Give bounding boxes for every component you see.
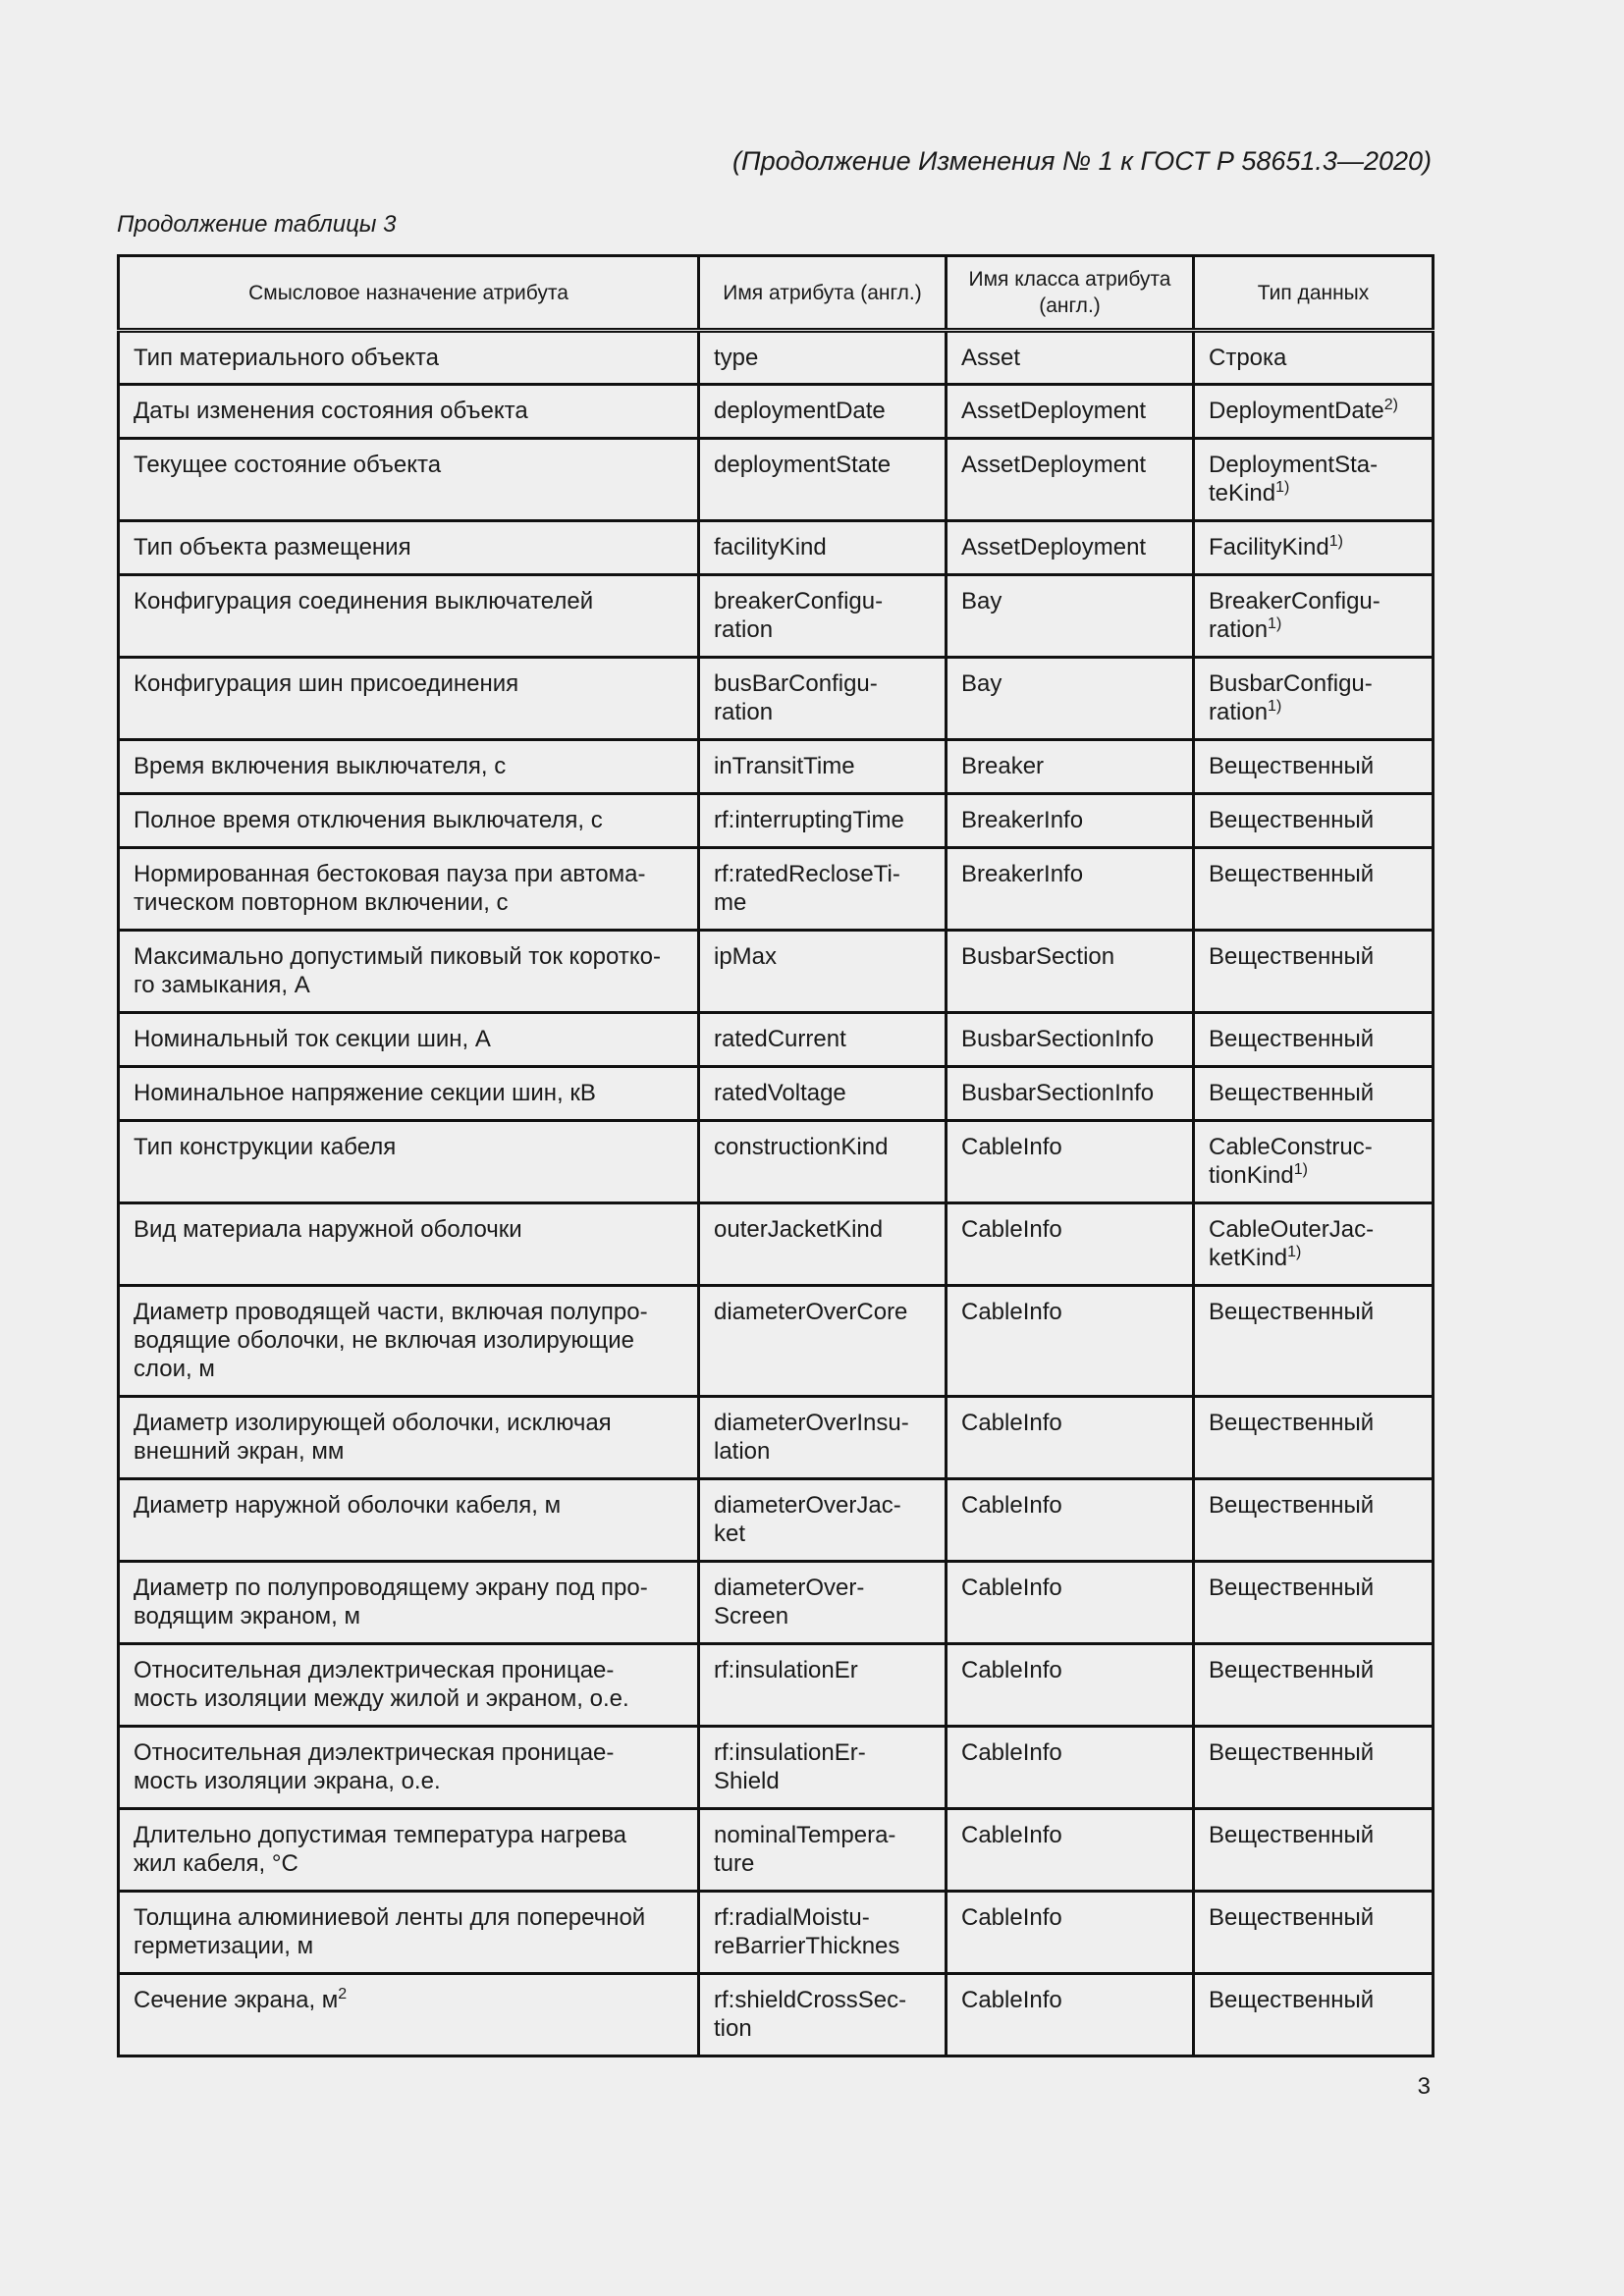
cell-data-type-text: Вещественный	[1209, 1657, 1375, 1683]
cell-attribute-name	[699, 931, 947, 1013]
cell-purpose-text: Номинальный ток секции шин, А	[134, 1026, 491, 1052]
cell-attribute-name-text: constructionKind	[714, 1134, 889, 1160]
cell-data-type	[1194, 658, 1434, 740]
cell-purpose-text: Тип конструкции кабеля	[134, 1134, 397, 1160]
cell-attribute-name-text: ket	[714, 1521, 746, 1547]
cell-class-name-text: CableInfo	[961, 1739, 1062, 1766]
cell-data-type-text: Вещественный	[1209, 1987, 1375, 2013]
cell-class-name-text: AssetDeployment	[961, 398, 1147, 424]
cell-data-type	[1194, 1892, 1434, 1974]
cell-purpose-text: Тип объекта размещения	[134, 534, 411, 561]
cell-purpose	[119, 1727, 699, 1809]
cell-attribute-name-text: lation	[714, 1438, 771, 1465]
cell-attribute-name	[699, 1644, 947, 1727]
cell-purpose-text: Тип материального объекта	[134, 345, 440, 371]
cell-attribute-name-text: deploymentState	[714, 452, 892, 478]
table-row	[119, 521, 1434, 575]
cell-class-name-text: CableInfo	[961, 1657, 1062, 1683]
cell-attribute-name	[699, 1562, 947, 1644]
cell-purpose	[119, 1974, 699, 2056]
cell-attribute-name-text: ratedCurrent	[714, 1026, 846, 1052]
cell-attribute-name-text: ipMax	[714, 943, 778, 970]
column-header-class-name: Имя класса атрибута (англ.)	[947, 256, 1194, 331]
cell-purpose-text: Нормированная бестоковая пауза при автома-	[134, 861, 646, 887]
cell-class-name-text: CableInfo	[961, 1987, 1062, 2013]
cell-data-type	[1194, 1286, 1434, 1397]
cell-class-name	[947, 1121, 1194, 1203]
cell-attribute-name-text: ratedVoltage	[714, 1080, 846, 1106]
cell-attribute-name-text: diameterOverJac-	[714, 1492, 901, 1519]
cell-attribute-name-text: rf:shieldCrossSec-	[714, 1987, 907, 2013]
table-row	[119, 1121, 1434, 1203]
cell-data-type-text: CableConstruc-	[1209, 1134, 1373, 1160]
cell-class-name	[947, 439, 1194, 521]
cell-attribute-name	[699, 1286, 947, 1397]
cell-data-type	[1194, 1974, 1434, 2056]
cell-attribute-name-text: deploymentDate	[714, 398, 886, 424]
cell-purpose-text: Толщина алюминиевой ленты для поперечной	[134, 1904, 646, 1931]
cell-purpose-text: водящим экраном, м	[134, 1603, 360, 1629]
table-row	[119, 740, 1434, 794]
cell-attribute-name-text: diameterOver-	[714, 1575, 865, 1601]
cell-data-type	[1194, 1203, 1434, 1286]
cell-class-name-text: CableInfo	[961, 1575, 1062, 1601]
cell-attribute-name-text: rf:ratedRecloseTi-	[714, 861, 900, 887]
cell-class-name	[947, 1203, 1194, 1286]
cell-data-type-text: Вещественный	[1209, 1299, 1375, 1325]
table-row	[119, 1397, 1434, 1479]
cell-attribute-name	[699, 331, 947, 385]
cell-data-type-text: Вещественный	[1209, 1026, 1375, 1052]
cell-purpose-text: Диаметр проводящей части, включая полупро-	[134, 1299, 648, 1325]
table-row	[119, 1067, 1434, 1121]
table-row	[119, 439, 1434, 521]
cell-attribute-name-text: rf:radialMoistu-	[714, 1904, 870, 1931]
cell-class-name	[947, 1809, 1194, 1892]
cell-attribute-name	[699, 1013, 947, 1067]
table-caption: Продолжение таблицы 3	[117, 211, 397, 238]
cell-attribute-name-text: rf:interruptingTime	[714, 807, 904, 833]
cell-data-type	[1194, 1013, 1434, 1067]
table-row	[119, 931, 1434, 1013]
cell-data-type-text: Вещественный	[1209, 1822, 1375, 1848]
table-body	[119, 331, 1434, 2056]
cell-purpose-text: Диаметр по полупроводящему экрану под про-	[134, 1575, 648, 1601]
cell-purpose-text: жил кабеля, °С	[134, 1850, 298, 1877]
cell-class-name	[947, 1013, 1194, 1067]
cell-purpose-text: Диаметр изолирующей оболочки, исключая	[134, 1410, 612, 1436]
cell-class-name-text: BusbarSectionInfo	[961, 1026, 1155, 1052]
cell-purpose-text: Сечение экрана, м	[134, 1987, 339, 2013]
cell-attribute-name	[699, 1974, 947, 2056]
cell-class-name	[947, 1286, 1194, 1397]
cell-data-type-text: BusbarConfigu-	[1209, 670, 1373, 697]
cell-data-type-text: Вещественный	[1209, 807, 1375, 833]
cell-class-name	[947, 1727, 1194, 1809]
cell-purpose-text: Текущее состояние объекта	[134, 452, 442, 478]
cell-attribute-name	[699, 1203, 947, 1286]
cell-attribute-name	[699, 658, 947, 740]
cell-class-name-text: AssetDeployment	[961, 534, 1147, 561]
table-row	[119, 848, 1434, 931]
cell-purpose-text: слои, м	[134, 1356, 215, 1382]
cell-attribute-name	[699, 1727, 947, 1809]
cell-purpose	[119, 1644, 699, 1727]
cell-class-name	[947, 1974, 1194, 2056]
cell-class-name-text: CableInfo	[961, 1134, 1062, 1160]
cell-attribute-name	[699, 521, 947, 575]
cell-class-name	[947, 1562, 1194, 1644]
cell-data-type-text: ration	[1209, 699, 1269, 725]
cell-data-type	[1194, 439, 1434, 521]
cell-class-name-text: Asset	[961, 345, 1021, 371]
cell-attribute-name	[699, 385, 947, 439]
cell-class-name	[947, 385, 1194, 439]
cell-attribute-name	[699, 1809, 947, 1892]
cell-attribute-name-text: Shield	[714, 1768, 780, 1794]
footnote-marker: 1)	[1293, 1161, 1308, 1178]
cell-attribute-name-text: ture	[714, 1850, 755, 1877]
cell-data-type	[1194, 1397, 1434, 1479]
footnote-marker: 1)	[1328, 533, 1343, 550]
cell-data-type-text: tionKind	[1209, 1162, 1294, 1189]
cell-data-type-text: DeploymentSta-	[1209, 452, 1379, 478]
cell-attribute-name	[699, 1121, 947, 1203]
cell-data-type	[1194, 1644, 1434, 1727]
cell-class-name	[947, 931, 1194, 1013]
column-header-attribute-name: Имя атрибута (англ.)	[699, 256, 947, 331]
footnote-marker: 1)	[1268, 698, 1282, 715]
cell-data-type	[1194, 1809, 1434, 1892]
cell-data-type	[1194, 1562, 1434, 1644]
cell-data-type	[1194, 1479, 1434, 1562]
cell-purpose	[119, 1067, 699, 1121]
cell-purpose-text: Время включения выключателя, с	[134, 753, 507, 779]
cell-purpose-text: Конфигурация шин присоединения	[134, 670, 519, 697]
cell-data-type-text: Вещественный	[1209, 1080, 1375, 1106]
cell-data-type-text: Вещественный	[1209, 753, 1375, 779]
cell-purpose	[119, 848, 699, 931]
cell-purpose	[119, 931, 699, 1013]
cell-data-type-text: BreakerConfigu-	[1209, 588, 1380, 614]
column-header-data-type: Тип данных	[1194, 256, 1434, 331]
cell-attribute-name-text: facilityKind	[714, 534, 827, 561]
table-row	[119, 1727, 1434, 1809]
cell-data-type-text: teKind	[1209, 480, 1276, 507]
footnote-marker: 2	[338, 1986, 348, 2002]
cell-attribute-name-text: diameterOverInsu-	[714, 1410, 909, 1436]
cell-class-name	[947, 1644, 1194, 1727]
cell-purpose-text: го замыкания, А	[134, 972, 310, 998]
cell-class-name	[947, 740, 1194, 794]
cell-data-type	[1194, 521, 1434, 575]
cell-purpose-text: Полное время отключения выключателя, с	[134, 807, 603, 833]
cell-attribute-name-text: ration	[714, 699, 774, 725]
attribute-table	[117, 254, 1435, 2057]
cell-purpose	[119, 331, 699, 385]
cell-data-type-text: ketKind	[1209, 1245, 1288, 1271]
cell-attribute-name	[699, 439, 947, 521]
cell-class-name-text: AssetDeployment	[961, 452, 1147, 478]
cell-attribute-name	[699, 794, 947, 848]
cell-purpose	[119, 1892, 699, 1974]
cell-purpose-text: Вид материала наружной оболочки	[134, 1216, 522, 1243]
cell-attribute-name-text: diameterOverCore	[714, 1299, 908, 1325]
cell-purpose	[119, 1013, 699, 1067]
cell-purpose-text: Диаметр наружной оболочки кабеля, м	[134, 1492, 562, 1519]
cell-purpose	[119, 740, 699, 794]
cell-data-type-text: FacilityKind	[1209, 534, 1329, 561]
cell-purpose	[119, 1562, 699, 1644]
cell-purpose-text: тическом повторном включении, с	[134, 889, 509, 916]
table-row	[119, 1974, 1434, 2056]
cell-attribute-name-text: outerJacketKind	[714, 1216, 884, 1243]
table-row	[119, 1479, 1434, 1562]
table-row	[119, 1286, 1434, 1397]
table-row	[119, 331, 1434, 385]
cell-attribute-name	[699, 1397, 947, 1479]
cell-class-name-text: Breaker	[961, 753, 1045, 779]
cell-purpose	[119, 439, 699, 521]
cell-data-type	[1194, 575, 1434, 658]
cell-data-type-text: Строка	[1209, 345, 1287, 371]
cell-attribute-name	[699, 1892, 947, 1974]
cell-purpose-text: Относительная диэлектрическая проницае-	[134, 1739, 615, 1766]
cell-purpose	[119, 385, 699, 439]
cell-data-type	[1194, 931, 1434, 1013]
cell-data-type-text: CableOuterJac-	[1209, 1216, 1375, 1243]
column-header-purpose: Смысловое назначение атрибута	[119, 256, 699, 331]
cell-data-type-text: Вещественный	[1209, 1575, 1375, 1601]
cell-data-type	[1194, 794, 1434, 848]
cell-data-type	[1194, 1727, 1434, 1809]
cell-attribute-name-text: inTransitTime	[714, 753, 855, 779]
cell-purpose-text: водящие оболочки, не включая изолирующие	[134, 1327, 634, 1354]
cell-data-type	[1194, 1067, 1434, 1121]
table-row	[119, 1562, 1434, 1644]
cell-purpose	[119, 658, 699, 740]
cell-data-type	[1194, 331, 1434, 385]
cell-purpose	[119, 1203, 699, 1286]
cell-class-name-text: BusbarSectionInfo	[961, 1080, 1155, 1106]
cell-attribute-name-text: nominalTempera-	[714, 1822, 896, 1848]
table-header-row	[119, 256, 1434, 331]
cell-purpose-text: Длительно допустимая температура нагрева	[134, 1822, 627, 1848]
cell-class-name-text: CableInfo	[961, 1410, 1062, 1436]
table-row	[119, 1203, 1434, 1286]
cell-data-type	[1194, 385, 1434, 439]
cell-data-type-text: Вещественный	[1209, 861, 1375, 887]
cell-attribute-name-text: ration	[714, 616, 774, 643]
footnote-marker: 1)	[1275, 479, 1290, 496]
cell-attribute-name-text: Screen	[714, 1603, 789, 1629]
cell-attribute-name-text: type	[714, 345, 759, 371]
cell-class-name-text: CableInfo	[961, 1299, 1062, 1325]
cell-attribute-name-text: reBarrierThicknes	[714, 1933, 900, 1959]
footnote-marker: 1)	[1268, 615, 1282, 632]
cell-data-type-text: ration	[1209, 616, 1269, 643]
cell-data-type-text: Вещественный	[1209, 1904, 1375, 1931]
cell-purpose	[119, 1121, 699, 1203]
cell-class-name-text: Bay	[961, 588, 1002, 614]
cell-purpose	[119, 575, 699, 658]
cell-class-name	[947, 575, 1194, 658]
cell-class-name-text: CableInfo	[961, 1822, 1062, 1848]
page-number: 3	[1417, 2073, 1431, 2100]
cell-attribute-name	[699, 575, 947, 658]
cell-attribute-name	[699, 740, 947, 794]
table-row	[119, 1809, 1434, 1892]
cell-purpose-text: Даты изменения состояния объекта	[134, 398, 528, 424]
cell-class-name-text: BreakerInfo	[961, 807, 1084, 833]
cell-purpose	[119, 1809, 699, 1892]
cell-class-name	[947, 521, 1194, 575]
cell-purpose	[119, 1286, 699, 1397]
cell-data-type	[1194, 848, 1434, 931]
cell-purpose-text: мость изоляции между жилой и экраном, о.е.	[134, 1685, 629, 1712]
table-row	[119, 1892, 1434, 1974]
table-row	[119, 385, 1434, 439]
cell-data-type-text: Вещественный	[1209, 943, 1375, 970]
table-row	[119, 1644, 1434, 1727]
cell-data-type	[1194, 1121, 1434, 1203]
cell-class-name	[947, 1892, 1194, 1974]
cell-purpose-text: Конфигурация соединения выключателей	[134, 588, 594, 614]
cell-class-name	[947, 331, 1194, 385]
running-title: (Продолжение Изменения № 1 к ГОСТ Р 58651.3—2020)	[732, 146, 1432, 176]
cell-purpose-text: мость изоляции экрана, о.е.	[134, 1768, 441, 1794]
table-row	[119, 794, 1434, 848]
cell-attribute-name-text: me	[714, 889, 747, 916]
cell-class-name	[947, 1067, 1194, 1121]
footnote-marker: 2)	[1383, 397, 1398, 413]
cell-class-name	[947, 848, 1194, 931]
cell-class-name	[947, 1397, 1194, 1479]
cell-attribute-name	[699, 1479, 947, 1562]
table-row	[119, 658, 1434, 740]
cell-class-name	[947, 658, 1194, 740]
cell-data-type-text: DeploymentDate	[1209, 398, 1384, 424]
footnote-marker: 1)	[1287, 1244, 1302, 1260]
cell-attribute-name-text: rf:insulationEr	[714, 1657, 858, 1683]
cell-class-name	[947, 794, 1194, 848]
table-row	[119, 575, 1434, 658]
cell-class-name-text: BusbarSection	[961, 943, 1115, 970]
cell-purpose	[119, 1397, 699, 1479]
table-row	[119, 1013, 1434, 1067]
cell-class-name-text: Bay	[961, 670, 1002, 697]
cell-purpose-text: Номинальное напряжение секции шин, кВ	[134, 1080, 596, 1106]
cell-purpose-text: внешний экран, мм	[134, 1438, 345, 1465]
cell-purpose-text: Относительная диэлектрическая проницае-	[134, 1657, 615, 1683]
cell-purpose-text: герметизации, м	[134, 1933, 314, 1959]
cell-class-name-text: CableInfo	[961, 1492, 1062, 1519]
cell-data-type-text: Вещественный	[1209, 1492, 1375, 1519]
cell-data-type-text: Вещественный	[1209, 1739, 1375, 1766]
cell-class-name-text: CableInfo	[961, 1216, 1062, 1243]
cell-attribute-name-text: rf:insulationEr-	[714, 1739, 866, 1766]
cell-data-type	[1194, 740, 1434, 794]
cell-class-name-text: CableInfo	[961, 1904, 1062, 1931]
cell-purpose	[119, 1479, 699, 1562]
cell-attribute-name	[699, 1067, 947, 1121]
cell-class-name	[947, 1479, 1194, 1562]
cell-attribute-name-text: breakerConfigu-	[714, 588, 884, 614]
cell-attribute-name-text: busBarConfigu-	[714, 670, 878, 697]
cell-purpose	[119, 521, 699, 575]
cell-purpose	[119, 794, 699, 848]
cell-attribute-name-text: tion	[714, 2015, 752, 2042]
cell-purpose-text: Максимально допустимый пиковый ток коротко-	[134, 943, 661, 970]
cell-attribute-name	[699, 848, 947, 931]
cell-class-name-text: BreakerInfo	[961, 861, 1084, 887]
cell-data-type-text: Вещественный	[1209, 1410, 1375, 1436]
